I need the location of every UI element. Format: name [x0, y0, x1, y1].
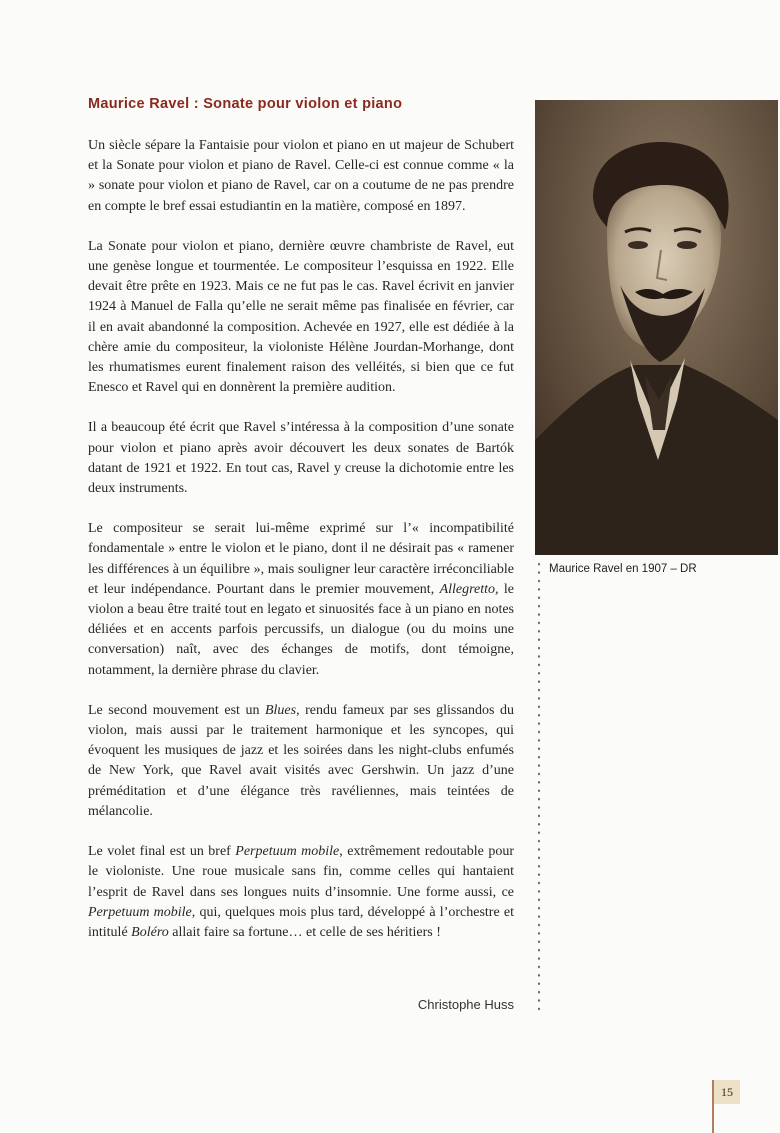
paragraph: [88, 519, 514, 681]
article-body: [88, 136, 514, 943]
paragraph-text: , qui, quelques mois plus tard, développé à l’orchestre et intitulé: [88, 904, 514, 940]
paragraph: [88, 136, 514, 217]
paragraph: [88, 418, 514, 499]
paragraph-text: le violon a beau être traité tout en legato et sinuosités face à un piano en notes déliées et en accents parfois percussifs, un dialogue (ou du moins une conversation) naît, avec des échanges de motifs, dont témoigne, notamment, la dernière phrase du clavier.: [88, 581, 514, 678]
paragraph-text: Le compositeur se serait lui-même exprimé sur l’« incompatibilité fondamentale » entre le violon et le piano, dont il ne désirait pas « ramener les différences à un équilibre », mais souligner leur caractère irréconciliable et leur indépendance. Pourtant dans le premier mouvement,: [88, 521, 514, 597]
article-author: Christophe Huss: [417, 997, 514, 1012]
paragraph: [88, 842, 514, 943]
paragraph-text: , extrêmement redoutable pour le violoniste. Une roue musicale sans fin, comme celles qui hantaient l’esprit de Ravel dans ses longues nuits d’insomnie. Une forme aussi, ce: [88, 844, 514, 900]
portrait-photo: [535, 100, 778, 555]
paragraph-text: allait faire sa fortune… et celle de ses héritiers !: [168, 924, 441, 940]
paragraph-text: Le second mouvement est un: [88, 702, 265, 718]
italic-text: Boléro: [131, 924, 169, 940]
page-number: 15: [712, 1080, 740, 1104]
italic-text: Perpetuum mobile: [88, 904, 192, 920]
paragraph: [88, 237, 514, 399]
italic-text: Blues: [264, 702, 297, 718]
dotted-divider: [537, 560, 541, 1015]
paragraph: [88, 701, 514, 822]
paragraph-text: Il a beaucoup été écrit que Ravel s’intéressa à la composition d’une sonate pour violon et piano après avoir découvert les deux sonates de Bartók datant de 1921 et 1922. En tout cas, Ravel y creuse la dichotomie entre les deux instruments.: [88, 420, 514, 497]
article-title: Maurice Ravel : Sonate pour violon et piano: [88, 96, 403, 112]
paragraph-text: Un siècle sépare la Fantaisie pour violon et piano en ut majeur de Schubert et la Sonate pour violon et piano de Ravel. Celle-ci est connue comme « la » sonate pour violon et piano de Ravel, car on a coutume de ne pas prendre en compte le bref essai estudiantin en la matière, composé en 1897.: [88, 138, 514, 214]
folio-rule: [712, 1104, 714, 1133]
italic-text: Perpetuum mobile: [235, 844, 340, 860]
photo-caption: Maurice Ravel en 1907 – DR: [549, 563, 697, 575]
portrait-image: [535, 100, 778, 555]
paragraph-text: Le volet final est un bref: [88, 844, 236, 860]
paragraph-text: La Sonate pour violon et piano, dernière œuvre chambriste de Ravel, eut une genèse longue et tourmentée. Le compositeur l’esquissa en 1922. Elle devait être prête en 1923. Mais ce ne fut pas le cas. Ravel écrivit en janvier 1924 à Manuel de Falla qu’elle ne serait même pas finalisée en février, car il en avait abandonné la composition. Achevée en 1927, elle est dédiée à la chère amie du compositeur, la violoniste Hélène Jourdan-Morhange, dont les rhumatismes eurent finalement raison des velléités, si bien que ce fut Enesco et Ravel qui en donnèrent la première audition.: [88, 238, 514, 396]
paragraph-text: , rendu fameux par ses glissandos du violon, mais aussi par le traitement harmonique et les syncopes, qui évoquent les musiques de jazz et les soirées dans les night-clubs enfumés de New York, que Ravel avait visités avec Gershwin. Un jazz d’une préméditation et d’une élégance très ravéliennes, mais teintées de mélancolie.: [88, 702, 514, 819]
italic-text: Allegretto,: [439, 581, 499, 597]
